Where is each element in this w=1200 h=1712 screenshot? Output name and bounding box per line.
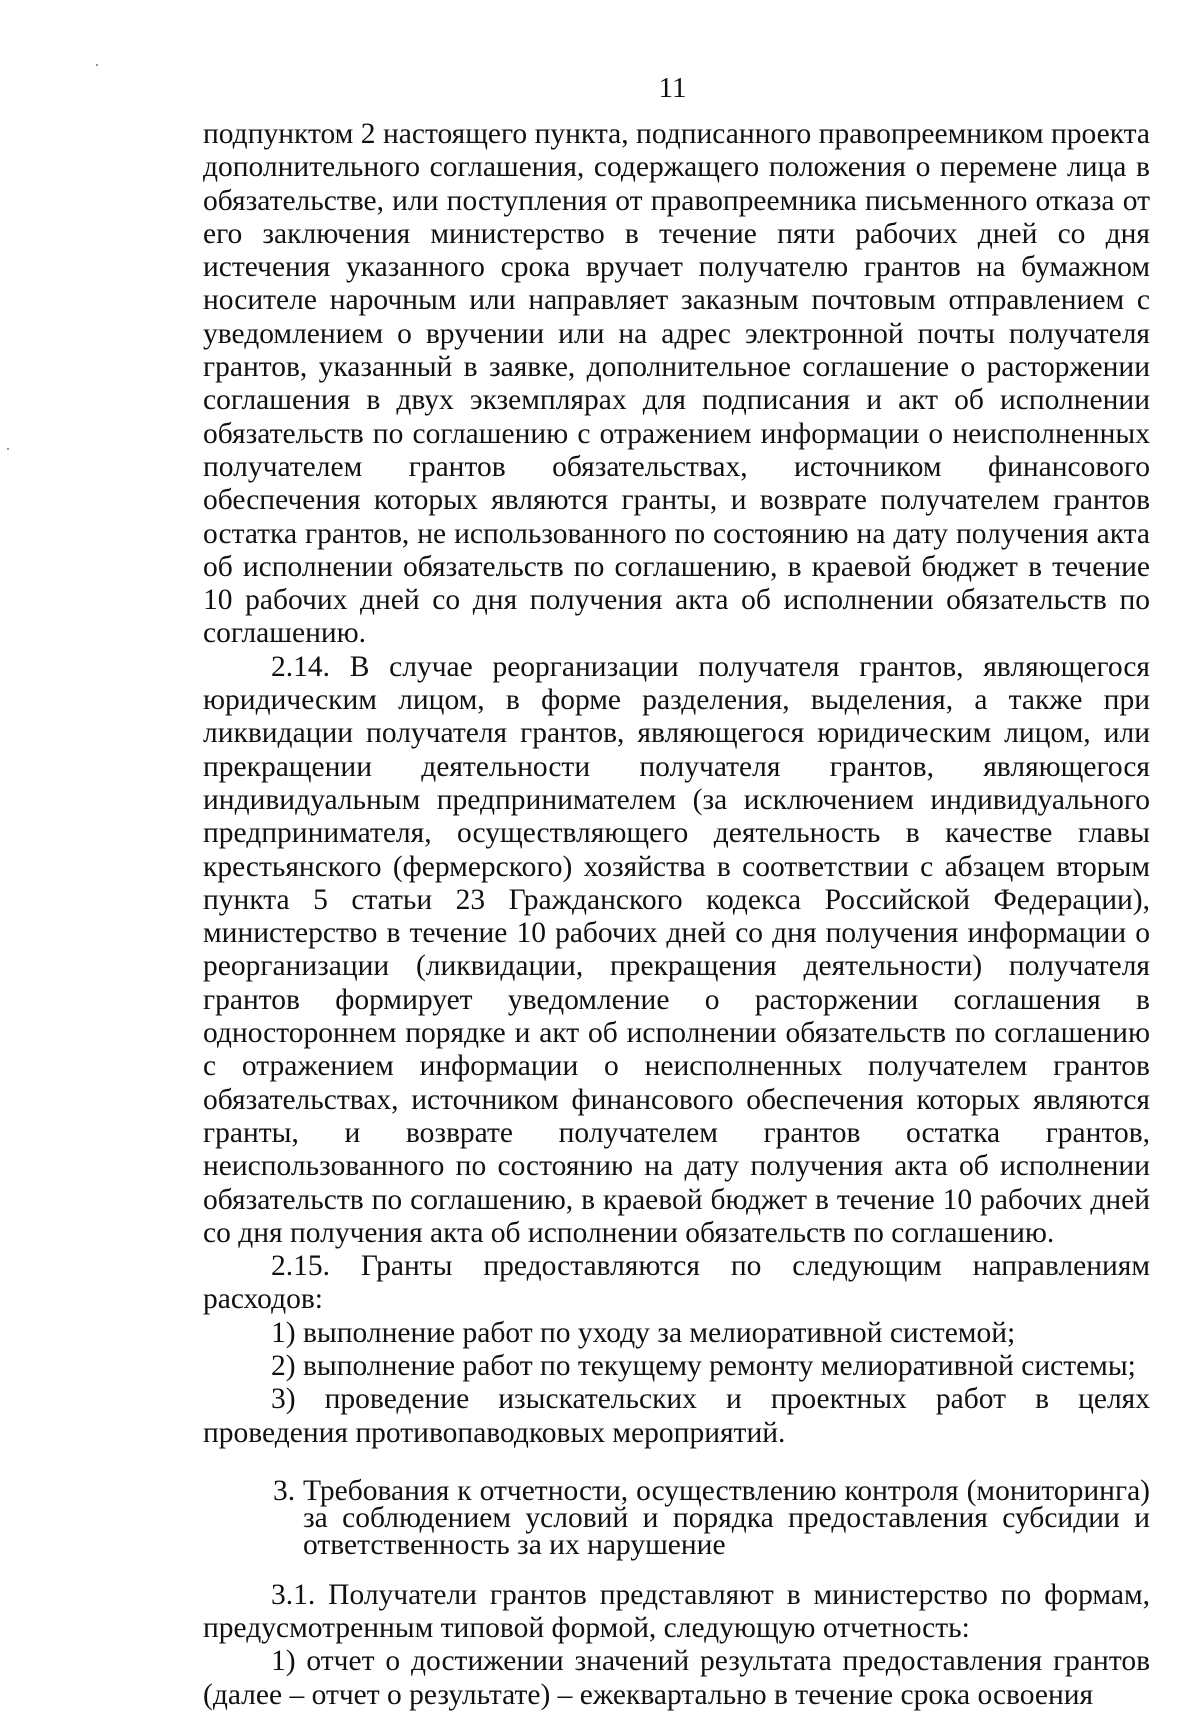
paragraph-3-1: 3.1. Получатели грантов представляют в министерство по формам, предусмотренным типовой формой, следующую отчетность: [203,1578,1150,1645]
section-3-heading [203,1474,1150,1561]
section-3-title: Требования к отчетности, осуществлению контроля (мониторинга) за соблюдением условий и порядка предоставления субсидии и ответственность за их нарушение [303,1474,1150,1561]
scan-speck [7,448,9,450]
paragraph-2-14: 2.14. В случае реорганизации получателя грантов, являющегося юридическим лицом, в форме разделения, выделения, а также при ликвидации получателя грантов, являющегося юридическим лицом, или прекращении деятельности получателя грантов, являющегося индивидуальным предпринимателем (за исключением индивидуального предпринимателя, осуществляющего деятельность в качестве главы крестьянского (фермерского) хозяйства в соответствии с абзацем вторым пункта 5 статьи 23 Гражданского кодекса Российской Федерации), министерство в течение 10 рабочих дней со дня получения информации о реорганизации (ликвидации, прекращения деятельности) получателя грантов формирует уведомление о расторжении соглашения в одностороннем порядке и акт об исполнении обязательств по соглашению с отражением информации о неисполненных получателем грантов обязательствах, источником финансового обеспечения которых являются гранты, и возврате получателем грантов остатка грантов, неиспользованного по состоянию на дату получения акта об исполнении обязательств по соглашению, в краевой бюджет в течение 10 рабочих дней со дня получения акта об исполнении обязательств по соглашению. [203,650,1150,1249]
list-item-3-1-1: 1) отчет о достижении значений результата предоставления грантов (далее – отчет о результате) – ежеквартально в течение срока освоения [203,1645,1150,1711]
list-item-2-15-1: 1) выполнение работ по уходу за мелиоративной системой; [271,1316,1016,1349]
list-item-2-15-3: 3) проведение изыскательских и проектных работ в целях проведения противопаводковых мероприятий. [203,1383,1150,1449]
section-3-number: 3. [273,1474,296,1507]
paragraph-2-15: 2.15. Гранты предоставляются по следующим направлениям расходов: [203,1250,1150,1316]
page-number: 11 [658,72,687,104]
document-body [203,118,1150,1712]
list-item-2-15-2: 2) выполнение работ по текущему ремонту мелиоративной системы; [271,1349,1136,1382]
paragraph-continuation: подпунктом 2 настоящего пункта, подписанного правопреемником проекта дополнительного соглашения, содержащего положения о перемене лица в обязательстве, или поступления от правопреемника письменного отказа от его заключения министерство в течение пяти рабочих дней со дня истечения указанного срока вручает получателю грантов на бумажном носителе нарочным или направляет заказным почтовым отправлением с уведомлением о вручении или на адрес электронной почты получателя грантов, указанный в заявке, дополнительное соглашение о расторжении соглашения в двух экземплярах для подписания и акт об исполнении обязательств по соглашению с отражением информации о неисполненных получателем грантов обязательствах, источником финансового обеспечения которых являются гранты, и возврате получателем грантов остатка грантов, не использованного по состоянию на дату получения акта об исполнении обязательств по соглашению, в краевой бюджет в течение 10 рабочих дней со дня получения акта об исполнении обязательств по соглашению. [203,118,1150,650]
scan-speck [96,64,98,66]
